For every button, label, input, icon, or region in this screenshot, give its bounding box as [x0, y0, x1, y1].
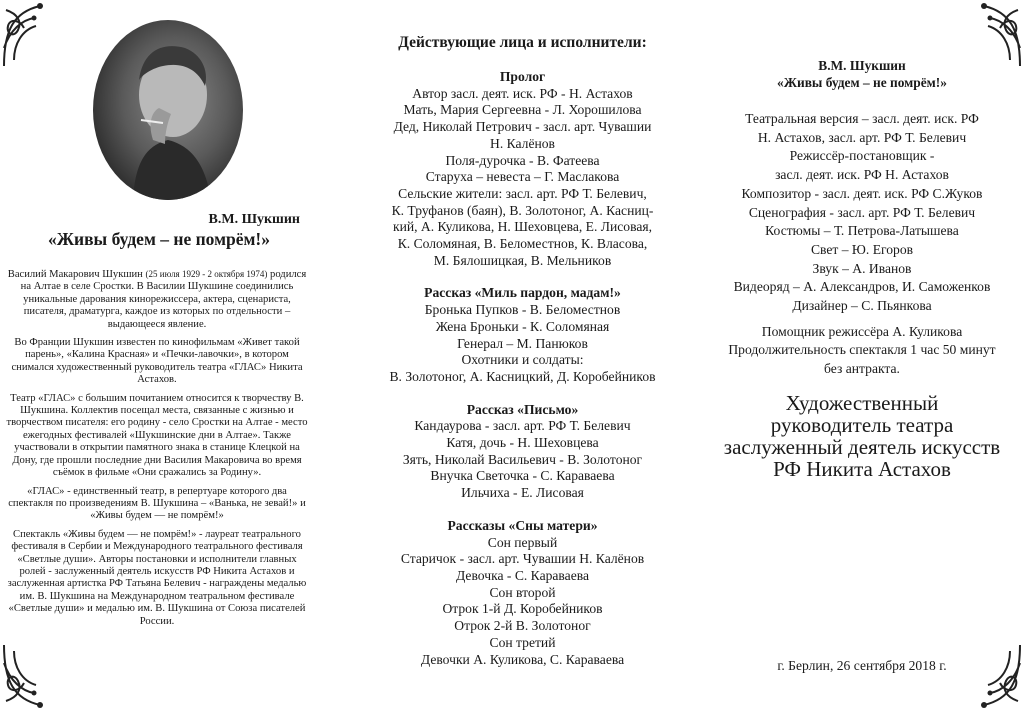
bio-paragraph: «ГЛАС» - единственный театр, в репертуаре которого два спектакля по произведениям В. Шукшина – «Ванька, не зевай!» и «Живы будем — не помрём!»	[8, 485, 306, 522]
cast-line: Девочка - С. Караваева	[455, 567, 590, 583]
right-author-name: В.М. Шукшин	[818, 58, 906, 73]
cast-line: Бронька Пупков - В. Беломестнов	[424, 302, 621, 318]
cast-line: Жена Броньки - К. Соломяная	[435, 318, 610, 334]
cast-line: Старичок - засл. арт. Чувашии Н. Калёнов	[400, 551, 645, 567]
cast-line: Генерал – М. Панюков	[457, 335, 588, 351]
author-portrait-photo	[93, 20, 243, 200]
cast-line: Поля-дурочка - В. Фатеева	[445, 152, 600, 168]
section-title: Рассказ «Миль пардон, мадам!»	[424, 285, 621, 301]
crew-line: Видеоряд – А. Александров, И. Саможенков	[733, 279, 991, 295]
crew-line: Костюмы – Т. Петрова-Латышева	[765, 223, 959, 239]
cast-line: В. Золотоног, А. Касницкий, Д. Коробейников	[389, 368, 656, 384]
middle-panel	[350, 0, 695, 711]
cast-line: К. Труфанов (баян), В. Золотоног, А. Касниц-	[391, 202, 654, 218]
cast-list	[350, 69, 695, 668]
cast-line: Кандаурова - засл. арт. РФ Т. Белевич	[414, 418, 631, 434]
cast-header: Действующие лица и исполнители:	[398, 34, 647, 51]
bio-paragraph: Василий Макарович Шукшин (25 июля 1929 - 2 октября 1974) родился на Алтае в селе Сростки. В Василии Шукшине соединились уникальные дарования кинорежиссера, актера, сценариста, писателя, драматурга, каждое из которых по отдельности – выдающееся явление.	[7, 269, 307, 330]
crew-line: Композитор - засл. деят. иск. РФ С.Жуков	[741, 185, 983, 201]
crew-line: Звук – А. Иванов	[812, 260, 912, 276]
section-title: Рассказ «Письмо»	[466, 401, 579, 417]
cast-line: Отрок 1-й Д. Коробейников	[442, 601, 603, 617]
cast-line: Сельские жители: засл. арт. РФ Т. Белевич,	[398, 185, 647, 201]
crew-line: Н. Астахов, засл. арт. РФ Т. Белевич	[757, 129, 967, 145]
cast-line: Старуха – невеста – Г. Маслакова	[425, 169, 620, 185]
cast-line: К. Соломяная, В. Беломестнов, К. Власова,	[397, 236, 648, 252]
ornament-corner-bottom-right-icon	[954, 641, 1024, 711]
cast-line: Сон первый	[487, 534, 558, 550]
left-panel	[0, 0, 318, 711]
left-author-name: В.М. Шукшин	[208, 212, 300, 227]
cast-line: Отрок 2-й В. Золотоног	[454, 618, 591, 634]
cast-line: Сон третий	[489, 634, 556, 650]
section-title: Пролог	[499, 69, 546, 84]
intermission-note: без антракта.	[824, 360, 900, 376]
ornament-corner-top-left-icon	[0, 0, 70, 70]
cast-line: Внучка Светочка - С. Караваева	[430, 468, 615, 484]
cast-line: Девочки А. Куликова, С. Караваева	[420, 651, 625, 667]
assistant-director: Помощник режиссёра А. Куликова	[761, 324, 963, 339]
crew-line: Сценография - засл. арт. РФ Т. Белевич	[748, 204, 976, 220]
bio-paragraph: Спектакль «Живы будем — не помрём!» - лауреат театрального фестиваля в Сербии и Международного театрального фестиваля «Светлые души». Авторы постановки и исполнители главных ролей - заслуженный деятель искусств РФ Никита Астахов и заслуженная артистка РФ Татьяна Белевич - награждены медалью им. В. Шукшина на Международном театральном фестивале «Светлые души» и медалью им. В. Шукшина от Союза писателей России.	[7, 528, 307, 627]
crew-line: Свет – Ю. Егоров	[810, 241, 914, 257]
cast-line: кий, А. Куликова, Н. Шеховцева, Е. Лисовая,	[392, 219, 653, 235]
director-line: РФ Никита Астахов	[773, 457, 951, 481]
crew-list	[700, 110, 1024, 316]
cast-line: Дед, Николай Петрович - засл. арт. Чувашии	[393, 119, 652, 135]
ornament-corner-bottom-left-icon	[0, 641, 70, 711]
cast-line: Зять, Николай Васильевич - В. Золотоног	[402, 451, 643, 467]
right-play-title: «Живы будем – не помрём!»	[777, 75, 947, 90]
section-title: Рассказы «Сны матери»	[447, 517, 598, 533]
right-panel	[700, 0, 1024, 711]
cast-line: Н. Калёнов	[490, 135, 555, 151]
biography-text	[4, 268, 310, 634]
bio-paragraph: Во Франции Шукшин известен по кинофильмам «Живет такой парень», «Калина Красная» и «Печки-лавочки», в котором снимался художественный руководитель театра «ГЛАС» Никита Астахов.	[11, 337, 303, 386]
director-line: руководитель театра	[770, 413, 954, 437]
cast-line: М. Бялошицкая, В. Мельников	[433, 252, 612, 268]
cast-line: Сон второй	[489, 584, 556, 600]
cast-line: Охотники и солдаты:	[461, 352, 584, 368]
crew-line: засл. деят. иск. РФ Н. Астахов	[775, 167, 949, 183]
cast-line: Катя, дочь - Н. Шеховцева	[446, 435, 599, 451]
crew-line: Дизайнер – С. Пьянкова	[792, 298, 932, 314]
performance-info	[700, 323, 1024, 378]
bio-paragraph: Театр «ГЛАС» с большим почитанием относится к творчеству В. Шукшина. Коллектив посещал места, связанные с жизнью и творчеством писателя: его родину - село Сростки на Алтае - место ежегодных фестивалей «Шукшинские дни в Алтае». Также участвовали в открытии памятного знака в станице Клецкой на Дону, где прошли последние дни Василия Макаровича во время съёмок в фильме «Они сражались за Родину».	[6, 392, 308, 479]
cast-line: Мать, Мария Сергеевна - Л. Хорошилова	[403, 102, 642, 118]
director-line: заслуженный деятель искусств	[723, 435, 1001, 459]
left-play-title: «Живы будем – не помрём!»	[47, 229, 271, 249]
venue-date: г. Берлин, 26 сентября 2018 г.	[777, 658, 947, 673]
duration-line: Продолжительность спектакля 1 час 50 минут	[728, 342, 996, 358]
crew-line: Театральная версия – засл. деят. иск. РФ	[745, 111, 979, 126]
director-line: Художественный	[785, 391, 939, 415]
artistic-director-block	[700, 392, 1024, 480]
crew-line: Режиссёр-постановщик -	[789, 148, 935, 164]
cast-line: Ильчиха - Е. Лисовая	[461, 485, 584, 501]
cast-line: Автор засл. деят. иск. РФ - Н. Астахов	[412, 85, 633, 101]
